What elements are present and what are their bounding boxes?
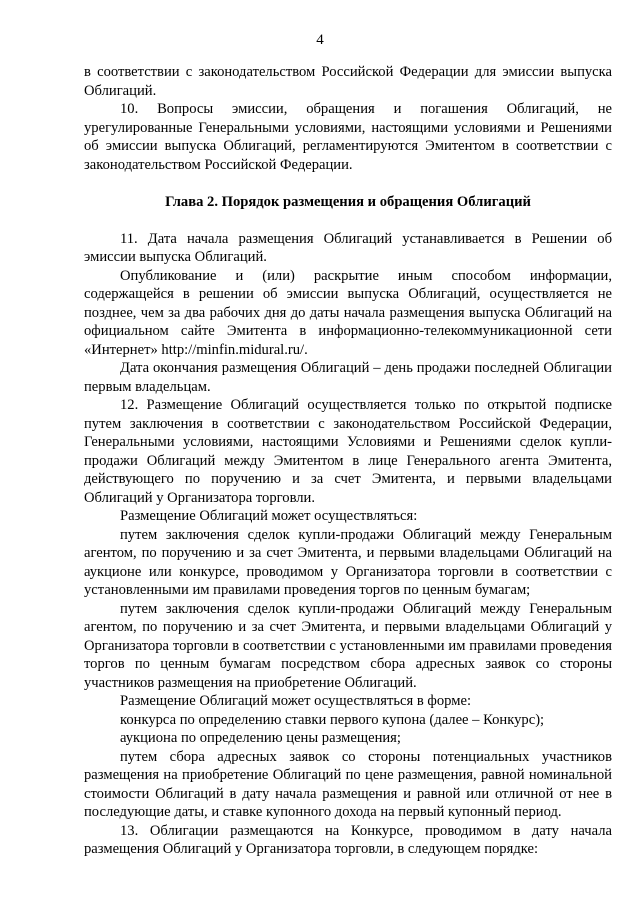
paragraph-end-date: Дата окончания размещения Облигаций – день продажи последней Облигации первым владельцам. xyxy=(84,360,612,395)
paragraph-item-10: 10. Вопросы эмиссии, обращения и погашения Облигаций, не урегулированные Генеральными условиями, настоящими условиями и Решениями об эмиссии выпуска Облигаций, регламентируются Эмитентом в соответствии с законодательством Российской Федерации. xyxy=(84,101,612,173)
paragraph-method-orders: путем заключения сделок купли-продажи Облигаций между Генеральным агентом, по поручению и за счет Эмитента, и первыми владельцами Облигаций у Организатора торговли в соответствии с установленными им правилами проведения торгов по ценным бумагам посредством сбора адресных заявок со стороны участников размещения на приобретение Облигаций. xyxy=(84,600,612,691)
page-number: 4 xyxy=(316,32,324,48)
document-body xyxy=(84,63,612,859)
paragraph-publication: Опубликование и (или) раскрытие иным способом информации, содержащейся в решении об эмиссии выпуска Облигаций, осуществляется не позднее, чем за два рабочих дня до даты начала размещения выпуска Облигаций на официальном сайте Эмитента в информационно-телекоммуникационной сети «Интернет» http://minfin.midural.ru/. xyxy=(84,267,612,358)
chapter-title: Глава 2. Порядок размещения и обращения Облигаций xyxy=(165,194,531,210)
paragraph-continuation: в соответствии с законодательством Российской Федерации для эмиссии выпуска Облигаций. xyxy=(84,64,612,99)
paragraph-item-11: 11. Дата начала размещения Облигаций устанавливается в Решении об эмиссии выпуска Облигаций. xyxy=(84,230,612,265)
paragraph-placement-forms-intro: Размещение Облигаций может осуществляться в форме: xyxy=(120,693,471,709)
paragraph-item-12: 12. Размещение Облигаций осуществляется только по открытой подписке путем заключения в соответствии с законодательством Российской Федерации, Генеральными условиями, настоящими Условиями и Решениями сделок купли-продажи Облигаций между Эмитентом в лице Генерального агента Эмитента, действующего по поручению и за счет Эмитента, и первыми владельцами Облигаций у Организатора торговли. xyxy=(84,397,612,506)
paragraph-form-orders: путем сбора адресных заявок со стороны потенциальных участников размещения на приобретение Облигаций по цене размещения, равной номинальной стоимости Облигаций в дату начала размещения и равной или отличной от нее в последующие даты, и ставке купонного дохода на первый купонный период. xyxy=(84,748,612,820)
paragraph-item-13: 13. Облигации размещаются на Конкурсе, проводимом в дату начала размещения Облигаций у Организатора торговли, в следующем порядке: xyxy=(84,822,612,857)
paragraph-placement-methods-intro: Размещение Облигаций может осуществляться: xyxy=(120,508,418,524)
paragraph-method-auction: путем заключения сделок купли-продажи Облигаций между Генеральным агентом, по поручению и за счет Эмитента, и первыми владельцами Облигаций на аукционе или конкурсе, проводимом у Организатора торговли в соответствии с установленными им правилами проведения торгов по ценным бумагам; xyxy=(84,526,612,598)
paragraph-form-contest: конкурса по определению ставки первого купона (далее – Конкурс); xyxy=(120,711,545,728)
paragraph-form-auction: аукциона по определению цены размещения; xyxy=(120,730,401,746)
